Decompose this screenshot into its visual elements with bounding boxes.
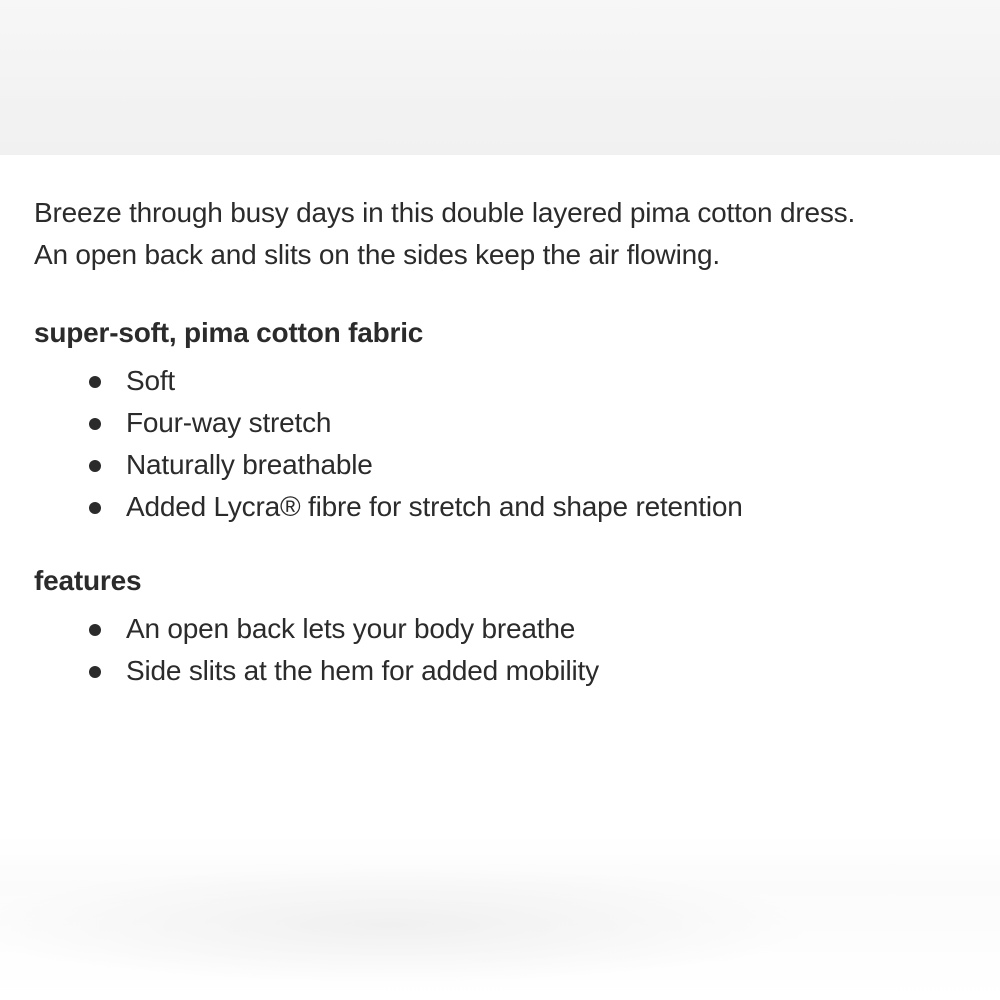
bullet-icon	[89, 376, 101, 388]
bottom-background-band	[0, 835, 1000, 1000]
list-item-label: Added Lycra® fibre for stretch and shape retention	[126, 491, 743, 522]
bullet-icon	[89, 666, 101, 678]
list-item-label: Four-way stretch	[126, 407, 332, 438]
description-line-1: Breeze through busy days in this double layered pima cotton dress.	[34, 197, 856, 228]
bullet-icon	[89, 418, 101, 430]
bullet-icon	[89, 502, 101, 514]
list-item	[34, 608, 974, 650]
list-item	[34, 486, 974, 528]
features-list	[34, 608, 974, 692]
list-item	[34, 360, 974, 402]
description-line-2: An open back and slits on the sides keep the air flowing.	[34, 239, 720, 270]
list-item-label: Naturally breathable	[126, 449, 373, 480]
bullet-icon	[89, 460, 101, 472]
list-item-label: An open back lets your body breathe	[126, 613, 576, 644]
top-background-band	[0, 0, 1000, 155]
list-item	[34, 650, 974, 692]
features-section-heading: features	[34, 565, 142, 596]
list-item	[34, 402, 974, 444]
list-item-label: Soft	[126, 365, 176, 396]
fabric-section-heading: super-soft, pima cotton fabric	[34, 317, 424, 348]
product-description	[34, 192, 974, 692]
description-text	[34, 192, 974, 276]
list-item-label: Side slits at the hem for added mobility	[126, 655, 599, 686]
list-item	[34, 444, 974, 486]
bullet-icon	[89, 624, 101, 636]
fabric-features-list	[34, 360, 974, 528]
